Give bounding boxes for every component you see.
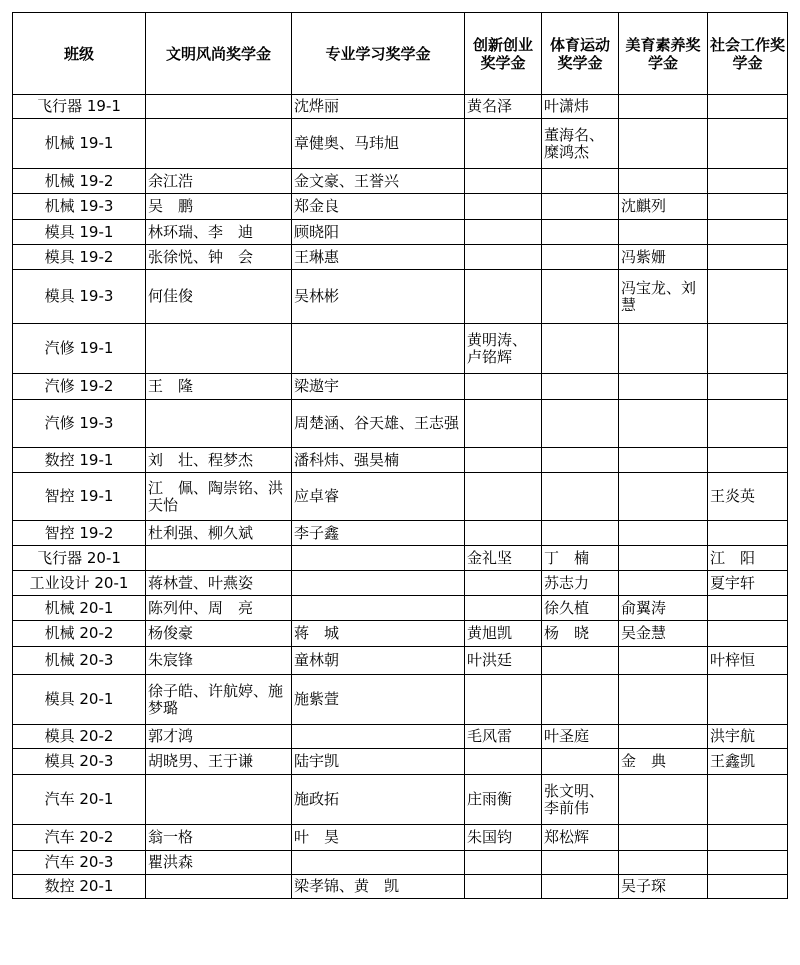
cell-sports: [542, 521, 619, 546]
cell-academic: 梁孝锦、黄 凯: [292, 875, 465, 899]
cell-civility: 张徐悦、钟 会: [146, 245, 292, 270]
cell-civility: 瞿洪森: [146, 851, 292, 875]
cell-innovation: [465, 169, 542, 194]
cell-sports: [542, 448, 619, 473]
cell-civility: 吴 鹏: [146, 194, 292, 220]
table-row: [13, 374, 788, 400]
cell-civility: [146, 119, 292, 169]
cell-academic: [292, 596, 465, 621]
cell-academic: 李子鑫: [292, 521, 465, 546]
table-row: [13, 571, 788, 596]
cell-arts: 吴子琛: [619, 875, 708, 899]
cell-class: 汽修 19-1: [13, 324, 146, 374]
cell-social: [708, 851, 788, 875]
cell-class: 汽修 19-3: [13, 400, 146, 448]
table-row: [13, 725, 788, 749]
cell-civility: 王 隆: [146, 374, 292, 400]
cell-class: 机械 19-1: [13, 119, 146, 169]
cell-social: 王鑫凯: [708, 749, 788, 775]
cell-academic: 童林朝: [292, 647, 465, 675]
cell-sports: [542, 169, 619, 194]
scholarship-table-container: [12, 12, 788, 899]
header-social: 社会工作奖学金: [708, 13, 788, 95]
cell-social: [708, 521, 788, 546]
table-row: [13, 194, 788, 220]
cell-civility: [146, 95, 292, 119]
header-class: 班级: [13, 13, 146, 95]
cell-academic: 郑金良: [292, 194, 465, 220]
cell-academic: 吴林彬: [292, 270, 465, 324]
cell-arts: 金 典: [619, 749, 708, 775]
cell-innovation: [465, 473, 542, 521]
cell-social: [708, 621, 788, 647]
cell-academic: 沈烨丽: [292, 95, 465, 119]
cell-innovation: [465, 675, 542, 725]
table-row: [13, 119, 788, 169]
table-row: [13, 324, 788, 374]
cell-sports: 杨 晓: [542, 621, 619, 647]
cell-sports: 郑松辉: [542, 825, 619, 851]
cell-class: 机械 20-1: [13, 596, 146, 621]
cell-innovation: 朱国钧: [465, 825, 542, 851]
cell-sports: 叶潇炜: [542, 95, 619, 119]
cell-social: 洪宇航: [708, 725, 788, 749]
cell-class: 智控 19-1: [13, 473, 146, 521]
cell-class: 机械 19-2: [13, 169, 146, 194]
table-row: [13, 775, 788, 825]
cell-class: 汽车 20-1: [13, 775, 146, 825]
header-academic: 专业学习奖学金: [292, 13, 465, 95]
cell-social: [708, 95, 788, 119]
cell-arts: [619, 169, 708, 194]
cell-innovation: [465, 400, 542, 448]
cell-arts: [619, 571, 708, 596]
cell-academic: [292, 571, 465, 596]
cell-class: 数控 19-1: [13, 448, 146, 473]
cell-social: [708, 374, 788, 400]
cell-social: [708, 245, 788, 270]
cell-innovation: 庄雨衡: [465, 775, 542, 825]
cell-class: 飞行器 19-1: [13, 95, 146, 119]
cell-social: [708, 596, 788, 621]
header-arts: 美育素养奖学金: [619, 13, 708, 95]
cell-innovation: 叶洪廷: [465, 647, 542, 675]
cell-innovation: [465, 245, 542, 270]
cell-arts: [619, 521, 708, 546]
cell-civility: 杜利强、柳久斌: [146, 521, 292, 546]
cell-civility: 林环瑞、李 迪: [146, 220, 292, 245]
cell-civility: 江 佩、陶崇铭、洪天怡: [146, 473, 292, 521]
cell-sports: [542, 749, 619, 775]
cell-class: 机械 20-2: [13, 621, 146, 647]
cell-class: 汽车 20-3: [13, 851, 146, 875]
cell-class: 模具 20-2: [13, 725, 146, 749]
cell-innovation: [465, 521, 542, 546]
header-innovation: 创新创业奖学金: [465, 13, 542, 95]
cell-social: 叶梓恒: [708, 647, 788, 675]
cell-civility: 何佳俊: [146, 270, 292, 324]
cell-class: 汽车 20-2: [13, 825, 146, 851]
cell-arts: [619, 95, 708, 119]
cell-civility: 翁一格: [146, 825, 292, 851]
cell-civility: 陈列仲、周 亮: [146, 596, 292, 621]
cell-innovation: [465, 374, 542, 400]
table-row: [13, 749, 788, 775]
cell-innovation: 黄旭凯: [465, 621, 542, 647]
cell-sports: [542, 647, 619, 675]
cell-innovation: 黄名泽: [465, 95, 542, 119]
cell-sports: 丁 楠: [542, 546, 619, 571]
cell-social: [708, 270, 788, 324]
cell-arts: [619, 220, 708, 245]
cell-civility: 朱宸锋: [146, 647, 292, 675]
cell-civility: [146, 324, 292, 374]
cell-civility: 余江浩: [146, 169, 292, 194]
cell-innovation: [465, 571, 542, 596]
cell-civility: [146, 875, 292, 899]
cell-class: 模具 19-1: [13, 220, 146, 245]
cell-social: [708, 194, 788, 220]
cell-academic: 施紫萱: [292, 675, 465, 725]
table-row: [13, 851, 788, 875]
scholarship-table: [12, 12, 788, 899]
header-civility: 文明风尚奖学金: [146, 13, 292, 95]
cell-sports: 叶圣庭: [542, 725, 619, 749]
cell-innovation: [465, 749, 542, 775]
cell-civility: 刘 壮、程梦杰: [146, 448, 292, 473]
header-sports: 体育运动奖学金: [542, 13, 619, 95]
cell-civility: [146, 775, 292, 825]
cell-sports: [542, 875, 619, 899]
cell-arts: [619, 851, 708, 875]
table-row: [13, 95, 788, 119]
cell-sports: [542, 245, 619, 270]
cell-sports: [542, 194, 619, 220]
table-row: [13, 245, 788, 270]
cell-arts: [619, 725, 708, 749]
cell-arts: [619, 374, 708, 400]
table-row: [13, 675, 788, 725]
cell-civility: 杨俊豪: [146, 621, 292, 647]
cell-class: 飞行器 20-1: [13, 546, 146, 571]
cell-social: 江 阳: [708, 546, 788, 571]
table-row: [13, 270, 788, 324]
cell-arts: [619, 546, 708, 571]
cell-arts: [619, 647, 708, 675]
cell-social: [708, 400, 788, 448]
cell-arts: [619, 119, 708, 169]
cell-academic: 梁遨宇: [292, 374, 465, 400]
cell-class: 汽修 19-2: [13, 374, 146, 400]
cell-innovation: 黄明涛、卢铭辉: [465, 324, 542, 374]
cell-arts: [619, 448, 708, 473]
cell-innovation: [465, 119, 542, 169]
cell-innovation: [465, 596, 542, 621]
cell-class: 模具 19-2: [13, 245, 146, 270]
header-row: [13, 13, 788, 95]
cell-social: 王炎英: [708, 473, 788, 521]
cell-academic: 应卓睿: [292, 473, 465, 521]
cell-civility: 胡晓男、王于谦: [146, 749, 292, 775]
cell-sports: [542, 675, 619, 725]
table-row: [13, 169, 788, 194]
cell-academic: 章健奥、马玮旭: [292, 119, 465, 169]
cell-innovation: [465, 194, 542, 220]
cell-innovation: 毛风雷: [465, 725, 542, 749]
cell-academic: [292, 546, 465, 571]
cell-class: 智控 19-2: [13, 521, 146, 546]
cell-sports: [542, 220, 619, 245]
cell-arts: [619, 324, 708, 374]
cell-social: [708, 169, 788, 194]
cell-class: 机械 19-3: [13, 194, 146, 220]
cell-academic: 陆宇凯: [292, 749, 465, 775]
cell-sports: [542, 374, 619, 400]
cell-social: 夏宇轩: [708, 571, 788, 596]
cell-sports: [542, 851, 619, 875]
cell-social: [708, 220, 788, 245]
cell-academic: [292, 851, 465, 875]
table-row: [13, 400, 788, 448]
cell-innovation: [465, 270, 542, 324]
cell-civility: [146, 546, 292, 571]
table-row: [13, 647, 788, 675]
cell-arts: 俞翼涛: [619, 596, 708, 621]
cell-sports: 张文明、李前伟: [542, 775, 619, 825]
cell-class: 模具 19-3: [13, 270, 146, 324]
cell-social: [708, 825, 788, 851]
cell-academic: 周楚涵、谷天雄、王志强: [292, 400, 465, 448]
cell-sports: [542, 324, 619, 374]
cell-social: [708, 324, 788, 374]
cell-arts: 冯宝龙、刘 慧: [619, 270, 708, 324]
cell-innovation: [465, 220, 542, 245]
cell-academic: [292, 725, 465, 749]
cell-arts: [619, 473, 708, 521]
cell-arts: 吴金慧: [619, 621, 708, 647]
cell-academic: 顾晓阳: [292, 220, 465, 245]
cell-innovation: [465, 875, 542, 899]
cell-academic: [292, 324, 465, 374]
cell-arts: 冯紫姗: [619, 245, 708, 270]
cell-civility: [146, 400, 292, 448]
cell-academic: 叶 昊: [292, 825, 465, 851]
cell-social: [708, 875, 788, 899]
cell-class: 模具 20-1: [13, 675, 146, 725]
cell-sports: 苏志力: [542, 571, 619, 596]
cell-arts: 沈麒列: [619, 194, 708, 220]
cell-academic: 金文豪、王誉兴: [292, 169, 465, 194]
table-row: [13, 448, 788, 473]
cell-class: 机械 20-3: [13, 647, 146, 675]
cell-social: [708, 775, 788, 825]
cell-sports: 徐久植: [542, 596, 619, 621]
cell-class: 数控 20-1: [13, 875, 146, 899]
cell-sports: [542, 400, 619, 448]
table-row: [13, 473, 788, 521]
cell-sports: [542, 270, 619, 324]
cell-arts: [619, 400, 708, 448]
table-row: [13, 875, 788, 899]
table-row: [13, 521, 788, 546]
cell-academic: 潘科炜、强昊楠: [292, 448, 465, 473]
cell-civility: 郭才鸿: [146, 725, 292, 749]
cell-class: 模具 20-3: [13, 749, 146, 775]
cell-academic: 王琳惠: [292, 245, 465, 270]
table-row: [13, 825, 788, 851]
cell-civility: 蒋林萱、叶燕姿: [146, 571, 292, 596]
cell-innovation: [465, 851, 542, 875]
cell-arts: [619, 775, 708, 825]
table-row: [13, 596, 788, 621]
table-row: [13, 220, 788, 245]
table-row: [13, 546, 788, 571]
cell-academic: 施政拓: [292, 775, 465, 825]
cell-social: [708, 675, 788, 725]
cell-social: [708, 119, 788, 169]
cell-innovation: 金礼坚: [465, 546, 542, 571]
cell-arts: [619, 825, 708, 851]
table-row: [13, 621, 788, 647]
cell-civility: 徐子皓、许航婷、施梦璐: [146, 675, 292, 725]
cell-arts: [619, 675, 708, 725]
cell-academic: 蒋 城: [292, 621, 465, 647]
cell-social: [708, 448, 788, 473]
cell-class: 工业设计 20-1: [13, 571, 146, 596]
cell-sports: 董海名、糜鸿杰: [542, 119, 619, 169]
cell-sports: [542, 473, 619, 521]
cell-innovation: [465, 448, 542, 473]
